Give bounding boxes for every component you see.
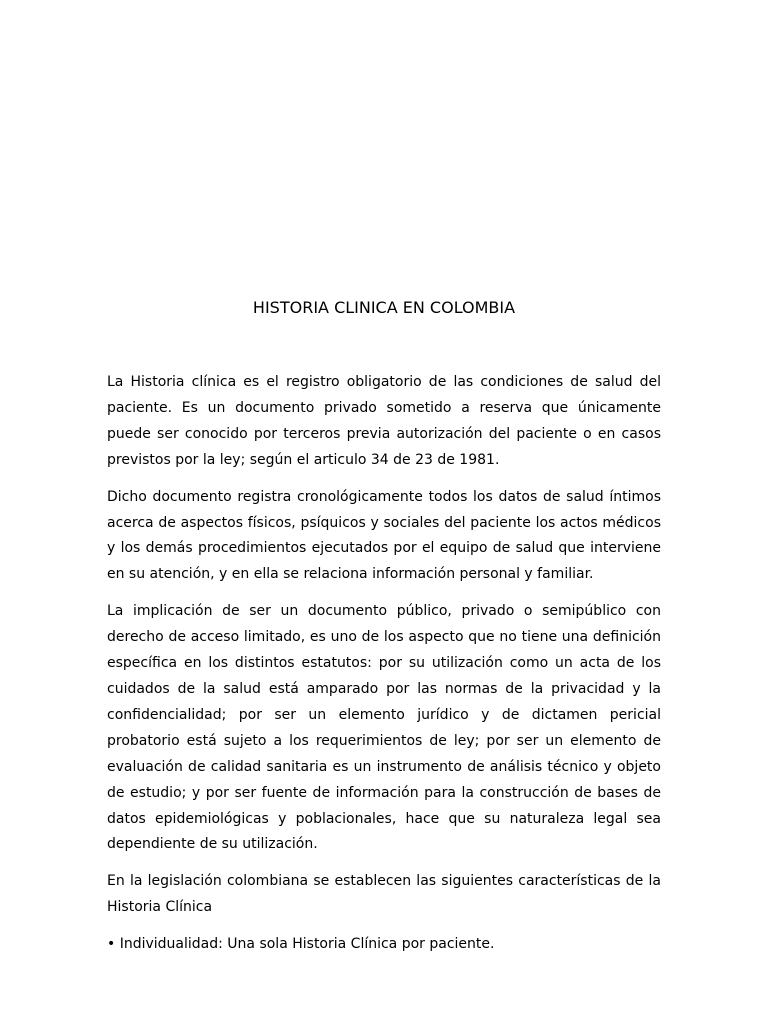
document-title: HISTORIA CLINICA EN COLOMBIA (252, 298, 516, 317)
paragraph: Dicho documento registra cronológicamente todos los datos de salud íntimos acerca de aspectos físicos, psíquicos y sociales del paciente los actos médicos y los demás procedimientos ejecutados por el equipo de salud que interviene en su atención, y en ella se relaciona información personal y familiar. (107, 488, 661, 583)
bullet-item: • Individualidad: Una sola Historia Clínica por paciente. (107, 936, 495, 953)
paragraph: En la legislación colombiana se establecen las siguientes características de la Historia Clínica (107, 873, 661, 916)
paragraph: La implicación de ser un documento público, privado o semipúblico con derecho de acceso limitado, es uno de los aspecto que no tiene una definición específica en los distintos estatutos: por su utilización como un acta de los cuidados de la salud está amparado por las normas de la privacidad y la confidencialidad; por ser un elemento jurídico y de dictamen pericial probatorio está sujeto a los requerimientos de ley; por ser un elemento de evaluación de calidad sanitaria es un instrumento de análisis técnico y objeto de estudio; y por ser fuente de información para la construcción de bases de datos epidemiológicas y poblacionales, hace que su naturaleza legal sea dependiente de su utilización. (107, 603, 661, 853)
document-body (107, 370, 661, 969)
paragraph: La Historia clínica es el registro obligatorio de las condiciones de salud del paciente. Es un documento privado sometido a reserva que únicamente puede ser conocido por terceros previa autorización del paciente o en casos previstos por la ley; según el articulo 34 de 23 de 1981. (107, 374, 661, 468)
